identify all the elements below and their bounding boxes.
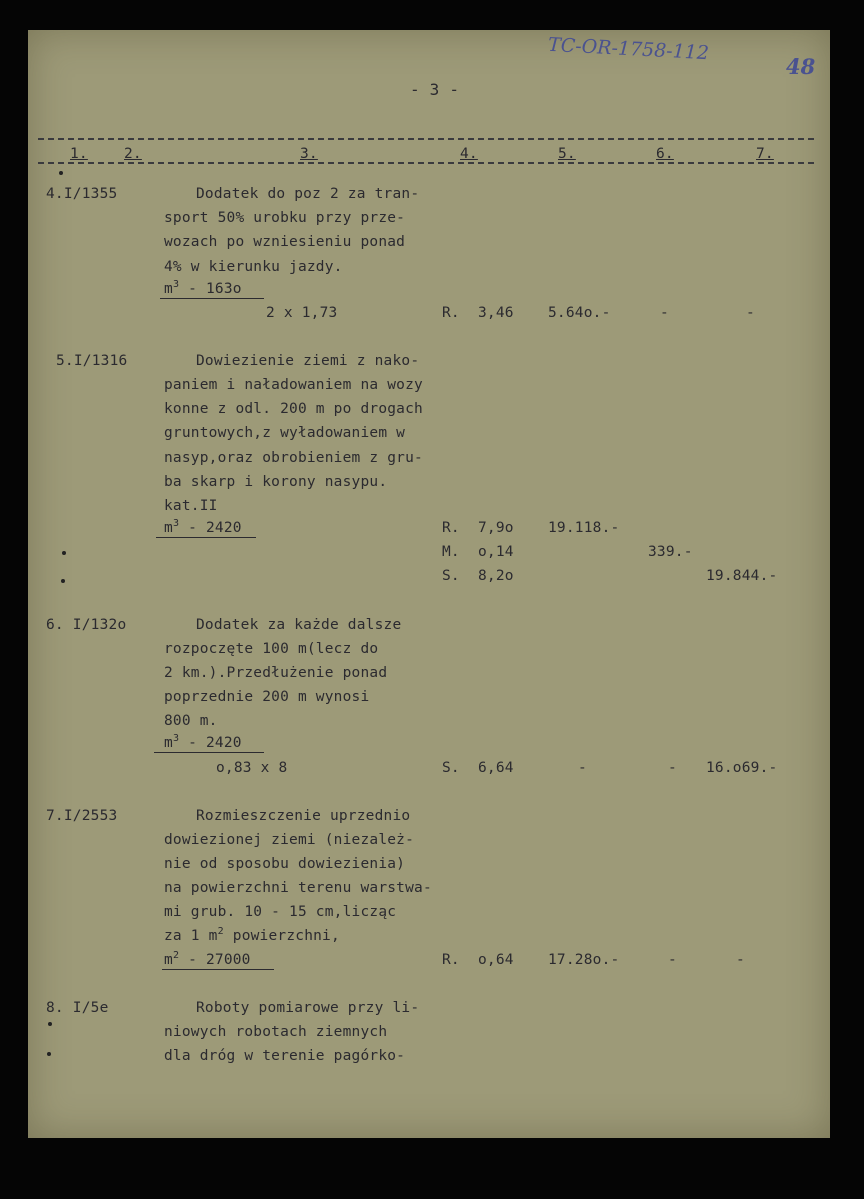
cost-col-5: 5.64o.- [548,305,611,321]
item-description-line: dowiezionej ziemi (niezależ- [164,832,415,848]
punch-mark [62,551,66,555]
item-description-line: 800 m. [164,713,218,729]
item-description-line: Dowiezienie ziemi z nako- [196,353,420,369]
item-description-line: mi grub. 10 - 15 cm,licząc [164,904,397,920]
column-header-1: 1. [70,146,88,162]
unit-price: 8,2o [478,568,514,584]
item-description-line: niowych robotach ziemnych [164,1024,388,1040]
quantity-underline [162,969,274,970]
folio-number: 48 [786,54,816,79]
item-quantity: $m^2 - 27000$ [164,950,251,968]
item-description-line: sport 50% urobku przy prze- [164,210,406,226]
column-header-7: 7. [756,146,774,162]
item-number: 7.I/2553 [46,808,118,824]
document-page [28,30,830,1138]
punch-mark [61,579,65,583]
item-description-line: poprzednie 200 m wynosi [164,689,370,705]
item-calculation: o,83 x 8 [216,760,288,776]
item-quantity: $m^3 - 163o$ [164,279,242,297]
rate-code: S. [442,760,460,776]
column-header-6: 6. [656,146,674,162]
item-description-line: 4% w kierunku jazdy. [164,259,343,275]
item-description-line: wozach po wzniesieniu ponad [164,234,406,250]
column-header-5: 5. [558,146,576,162]
item-calculation: 2 x 1,73 [266,305,338,321]
unit-price: o,14 [478,544,514,560]
cost-col-7: 16.o69.- [706,760,778,776]
item-description-line: nasyp,oraz obrobieniem z gru- [164,450,423,466]
cost-col-7: 19.844.- [706,568,778,584]
column-header-4: 4. [460,146,478,162]
item-description-line: rozpoczęte 100 m(lecz do [164,641,379,657]
punch-mark [47,1052,51,1056]
quantity-underline [160,298,264,299]
cost-col-5: 19.118.- [548,520,620,536]
rate-code: R. [442,952,460,968]
rate-code: R. [442,305,460,321]
item-number: 4.I/1355 [46,186,118,202]
cost-col-6: 339.- [648,544,693,560]
item-description-line: za 1 $m^2$ powierzchni, [164,926,340,944]
cost-col-7: - [746,305,755,321]
page-number: - 3 - [410,80,460,99]
rate-code: S. [442,568,460,584]
quantity-underline [154,752,264,753]
item-description-line: paniem i naładowaniem na wozy [164,377,423,393]
punch-mark [48,1022,52,1026]
item-quantity: $m^3 - 2420$ [164,518,242,536]
item-description-line: kat.II [164,498,218,514]
column-header-2: 2. [124,146,142,162]
cost-col-5: - [578,760,587,776]
cost-col-6: - [668,760,677,776]
cost-col-7: - [736,952,745,968]
item-description-line: nie od sposobu dowiezienia) [164,856,406,872]
cost-col-6: - [660,305,669,321]
unit-price: 3,46 [478,305,514,321]
item-description-line: 2 km.).Przedłużenie ponad [164,665,388,681]
item-description-line: Dodatek do poz 2 za tran- [196,186,420,202]
column-header-3: 3. [300,146,318,162]
unit-price: 7,9o [478,520,514,536]
punch-mark [59,171,63,175]
item-number: 8. I/5e [46,1000,109,1016]
cost-col-5: 17.28o.- [548,952,620,968]
item-description-line: konne z odl. 200 m po drogach [164,401,423,417]
item-description-line: na powierzchni terenu warstwa- [164,880,432,896]
item-description-line: dla dróg w terenie pagórko- [164,1048,406,1064]
header-rule-bottom [38,162,814,164]
archive-reference: TC-OR-1758-112 [547,33,710,65]
item-description-line: gruntowych,z wyładowaniem w [164,425,406,441]
rate-code: R. [442,520,460,536]
unit-price: 6,64 [478,760,514,776]
item-description-line: Rozmieszczenie uprzednio [196,808,411,824]
rate-code: M. [442,544,460,560]
item-number: 5.I/1316 [56,353,128,369]
quantity-underline [156,537,256,538]
unit-price: o,64 [478,952,514,968]
item-description-line: Dodatek za każde dalsze [196,617,402,633]
item-description-line: ba skarp i korony nasypu. [164,474,388,490]
header-rule-top [38,138,814,140]
item-quantity: $m^3 - 2420$ [164,733,242,751]
item-number: 6. I/132o [46,617,127,633]
item-description-line: Roboty pomiarowe przy li- [196,1000,420,1016]
cost-col-6: - [668,952,677,968]
